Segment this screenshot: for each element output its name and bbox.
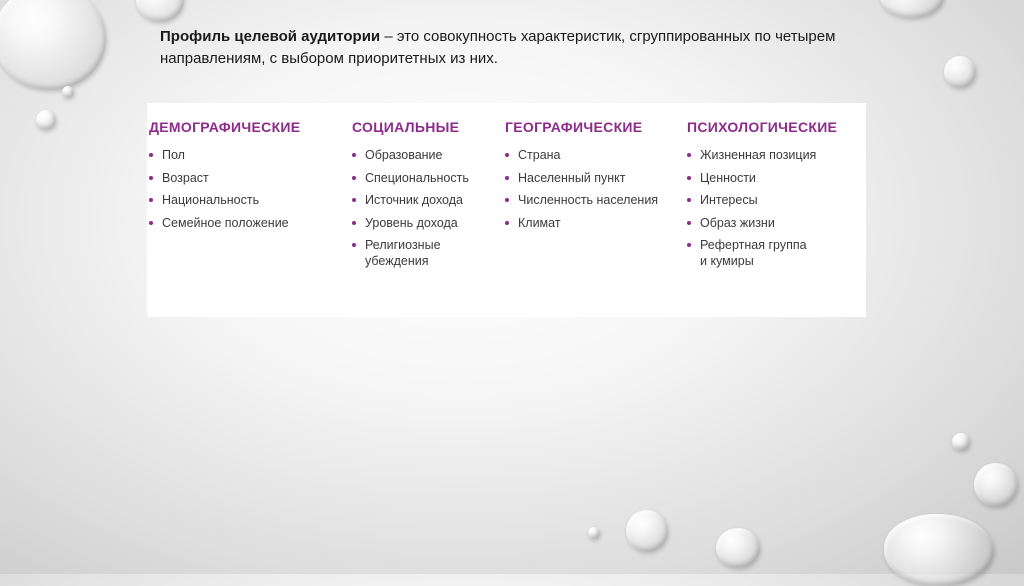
intro-term: Профиль целевой аудитории — [160, 28, 381, 45]
column-psychological — [687, 119, 837, 276]
column-social — [352, 119, 469, 276]
column-geographic — [505, 119, 658, 237]
water-drop-decoration — [626, 510, 668, 552]
list-item: Численность населения — [505, 192, 658, 208]
audience-profile-table — [147, 103, 866, 317]
water-drop-decoration — [952, 433, 970, 451]
list-item: Уровень дохода — [352, 215, 469, 231]
column-title: ПСИХОЛОГИЧЕСКИЕ — [687, 119, 838, 135]
water-drop-decoration — [974, 463, 1018, 507]
water-drop-decoration — [36, 110, 56, 130]
column-title: ДЕМОГРАФИЧЕСКИЕ — [149, 119, 301, 135]
water-drop-decoration — [880, 0, 944, 18]
list-item: Образование — [352, 147, 469, 163]
list-item: Образ жизни — [687, 215, 837, 231]
water-drop-decoration — [944, 56, 976, 88]
list-item: Климат — [505, 215, 658, 231]
water-drop-decoration — [588, 527, 600, 539]
intro-definition: – это совокупность характеристик, сгруппированных по четырем направлениям, с выбором приоритетных из них. — [160, 28, 836, 67]
list-item: Источник дохода — [352, 192, 469, 208]
water-drop-decoration — [884, 514, 994, 586]
column-title: СОЦИАЛЬНЫЕ — [352, 119, 460, 135]
intro-paragraph — [160, 26, 860, 70]
list-item: Пол — [149, 147, 300, 163]
list-item: Возраст — [149, 170, 300, 186]
water-drop-decoration — [136, 0, 184, 22]
column-title: ГЕОГРАФИЧЕСКИЕ — [505, 119, 643, 135]
list-item: Страна — [505, 147, 658, 163]
water-drop-decoration — [716, 528, 760, 568]
list-item: Рефертная группа и кумиры — [687, 237, 837, 269]
list-item: Населенный пункт — [505, 170, 658, 186]
list-item: Интересы — [687, 192, 837, 208]
list-item: Семейное положение — [149, 215, 300, 231]
column-demographic — [149, 119, 300, 237]
water-drop-decoration — [62, 86, 74, 98]
list-item: Жизненная позиция — [687, 147, 837, 163]
list-item: Национальность — [149, 192, 300, 208]
list-item: Специональность — [352, 170, 469, 186]
water-drop-decoration — [0, 0, 106, 90]
list-item: Религиозные убеждения — [352, 237, 469, 269]
list-item: Ценности — [687, 170, 837, 186]
